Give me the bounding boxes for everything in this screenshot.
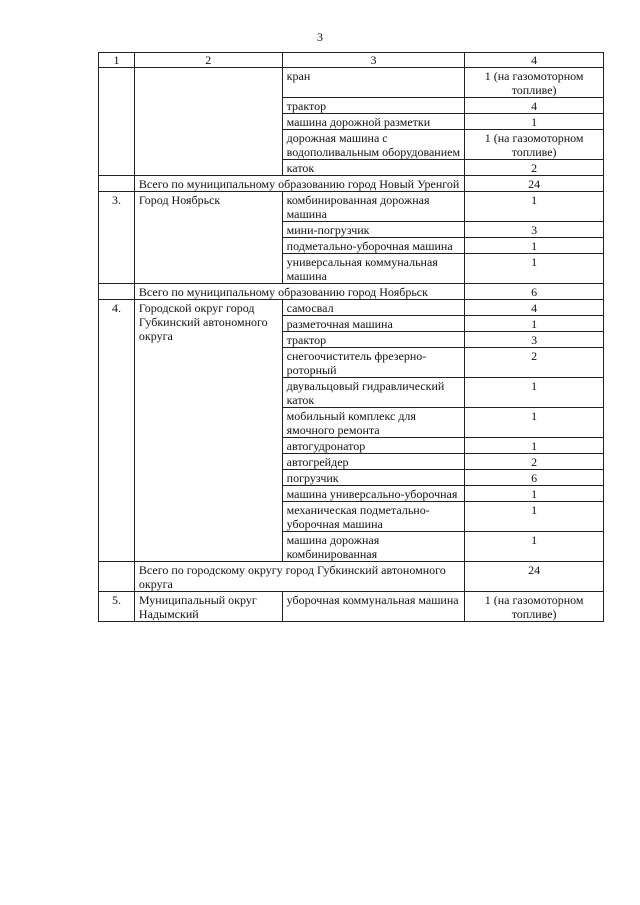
equipment-name: мини-погрузчик [282,222,465,238]
municipality-name: Город Ноябрьск [134,192,282,284]
equipment-quantity: 1 [465,316,604,332]
column-header: 1 [99,53,135,68]
equipment-name: трактор [282,98,465,114]
equipment-quantity: 2 [465,160,604,176]
table-row [99,300,604,316]
equipment-quantity: 4 [465,300,604,316]
equipment-quantity: 1 [465,238,604,254]
table-header-row [99,53,604,68]
equipment-name: мобильный комплекс для ямочного ремонта [282,408,465,438]
equipment-quantity: 4 [465,98,604,114]
equipment-quantity: 1 [465,502,604,532]
equipment-name: погрузчик [282,470,465,486]
municipality-name [134,68,282,176]
total-row [99,176,604,192]
equipment-quantity: 1 [465,192,604,222]
section-number: 3. [99,192,135,284]
equipment-name: разметочная машина [282,316,465,332]
equipment-name: кран [282,68,465,98]
empty-cell [99,562,135,592]
total-label: Всего по городскому округу город Губкинский автономного округа [134,562,464,592]
empty-cell [99,176,135,192]
section-number: 4. [99,300,135,562]
total-label: Всего по муниципальному образованию город Новый Уренгой [134,176,464,192]
table-row [99,592,604,622]
equipment-quantity: 1 [465,438,604,454]
equipment-quantity: 1 [465,114,604,130]
municipality-name: Городской округ город Губкинский автономного округа [134,300,282,562]
equipment-quantity: 1 (на газомоторном топливе) [465,68,604,98]
section-number [99,68,135,176]
equipment-quantity: 1 [465,486,604,502]
equipment-quantity: 1 [465,532,604,562]
municipality-name: Муниципальный округ Надымский [134,592,282,622]
column-header: 3 [282,53,465,68]
total-label: Всего по муниципальному образованию город Ноябрьск [134,284,464,300]
table-row [99,192,604,222]
equipment-name: снегоочиститель фрезерно-роторный [282,348,465,378]
equipment-quantity: 1 [465,408,604,438]
total-value: 24 [465,562,604,592]
table-row [99,68,604,98]
equipment-name: машина универсально-уборочная [282,486,465,502]
total-row [99,562,604,592]
column-header: 2 [134,53,282,68]
equipment-quantity: 1 (на газомоторном топливе) [465,130,604,160]
equipment-name: каток [282,160,465,176]
equipment-name: универсальная коммунальная машина [282,254,465,284]
equipment-name: дорожная машина с водополивальным оборудованием [282,130,465,160]
equipment-name: трактор [282,332,465,348]
empty-cell [99,284,135,300]
equipment-table [98,52,604,622]
equipment-quantity: 3 [465,222,604,238]
total-value: 24 [465,176,604,192]
equipment-quantity: 1 [465,378,604,408]
equipment-name: автогудронатор [282,438,465,454]
equipment-quantity: 1 (на газомоторном топливе) [465,592,604,622]
column-header: 4 [465,53,604,68]
page-number: 3 [317,30,323,44]
equipment-quantity: 2 [465,454,604,470]
equipment-name: подметально-уборочная машина [282,238,465,254]
equipment-name: машина дорожной разметки [282,114,465,130]
total-row [99,284,604,300]
equipment-name: двувальцовый гидравлический каток [282,378,465,408]
equipment-quantity: 6 [465,470,604,486]
equipment-name: машина дорожная комбинированная [282,532,465,562]
equipment-name: автогрейдер [282,454,465,470]
equipment-quantity: 2 [465,348,604,378]
equipment-name: комбинированная дорожная машина [282,192,465,222]
equipment-quantity: 1 [465,254,604,284]
equipment-name: самосвал [282,300,465,316]
section-number: 5. [99,592,135,622]
equipment-name: механическая подметально-уборочная машина [282,502,465,532]
total-value: 6 [465,284,604,300]
equipment-name: уборочная коммунальная машина [282,592,465,622]
equipment-quantity: 3 [465,332,604,348]
